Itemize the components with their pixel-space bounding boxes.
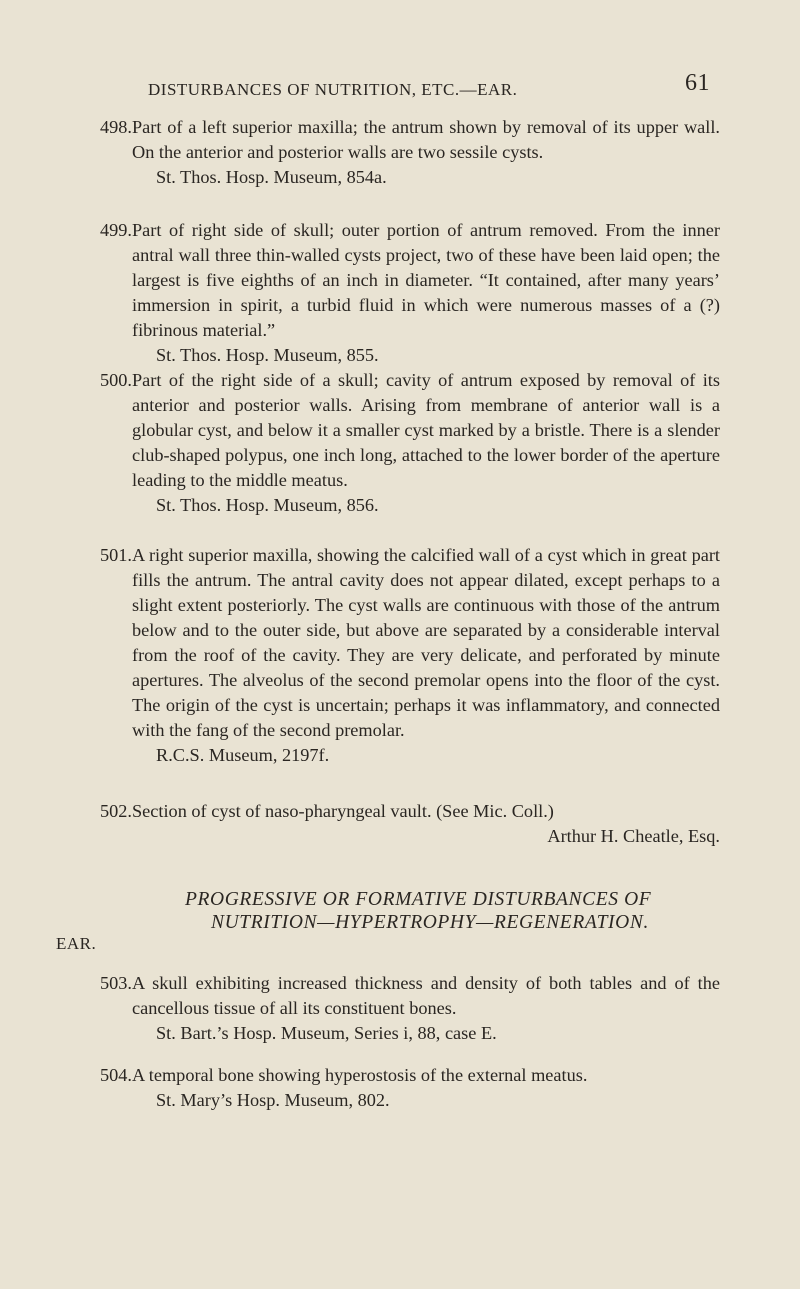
entry-text: A temporal bone showing hyperostosis of the external meatus. (132, 1065, 588, 1085)
entry-number: 502. (100, 801, 132, 821)
entry-text: Part of a left superior maxilla; the antrum shown by removal of its upper wall. On the anterior and posterior walls are two sessile cysts. (132, 117, 720, 162)
catalogue-entry (100, 368, 720, 518)
running-header (148, 70, 710, 100)
catalogue-entry (100, 799, 720, 849)
entry-number: 503. (100, 973, 132, 993)
entry-text: A right superior maxilla, showing the calcified wall of a cyst which in great part fills the antrum. The antral cavity does not appear dilated, except perhaps to a slight extent posteriorly. The cyst walls are continuous with those of the antrum below and to the outer side, but above are separated by a considerable interval from the roof of the cavity. They are very delicate, and perforated by minute apertures. The alveolus of the second premolar opens into the floor of the cyst. The origin of the cyst is uncertain; perhaps it was inflammatory, and connected with the fang of the second premolar. (132, 545, 720, 740)
entry-text: Part of the right side of a skull; cavity of antrum exposed by removal of its anterior and posterior walls. Arising from membrane of anterior wall is a globular cyst, and below it a smaller cyst marked by a bristle. There is a slender club-shaped polypus, one inch long, attached to the lower border of the aperture leading to the middle meatus. (132, 370, 720, 490)
entry-text: Part of right side of skull; outer portion of antrum removed. From the inner antral wall three thin-walled cysts project, two of these have been laid open; the largest is five eighths of an inch in diameter. “It contained, after many years’ immersion in spirit, a turbid fluid in which were numerous masses of a (?) fibrinous material.” (132, 220, 720, 340)
section-heading (185, 888, 745, 934)
entry-number: 504. (100, 1065, 132, 1085)
catalogue-entry (100, 543, 720, 768)
entry-location: St. Bart.’s Hosp. Museum, Series i, 88, case E. (156, 1023, 497, 1043)
header-title: DISTURBANCES OF NUTRITION, ETC.—EAR. (148, 80, 518, 99)
catalogue-entry (100, 218, 720, 368)
entry-text: A skull exhibiting increased thickness and density of both tables and of the cancellous tissue of all its constituent bones. (132, 973, 720, 1018)
entry-location: St. Thos. Hosp. Museum, 854a. (156, 167, 387, 187)
page-number: 61 (685, 70, 710, 96)
entry-number: 501. (100, 545, 132, 565)
catalogue-entry (100, 971, 720, 1046)
entry-number: 498. (100, 117, 132, 137)
section-heading-line1: PROGRESSIVE OR FORMATIVE DISTURBANCES OF (185, 889, 652, 910)
catalogue-entry (100, 115, 720, 190)
catalogue-entry (100, 1063, 720, 1113)
section-heading-line2: NUTRITION—HYPERTROPHY—REGENERATION. (211, 912, 649, 933)
entry-number: 499. (100, 220, 132, 240)
entry-location: St. Thos. Hosp. Museum, 856. (156, 495, 379, 515)
entry-location: R.C.S. Museum, 2197f. (156, 745, 330, 765)
section-label: EAR. (56, 934, 97, 953)
entry-text: Section of cyst of naso-pharyngeal vault. (See Mic. Coll.) (132, 801, 554, 821)
entry-number: 500. (100, 370, 132, 390)
entry-location: St. Thos. Hosp. Museum, 855. (156, 345, 379, 365)
entry-location: Arthur H. Cheatle, Esq. (547, 826, 720, 846)
entry-location: St. Mary’s Hosp. Museum, 802. (156, 1090, 390, 1110)
